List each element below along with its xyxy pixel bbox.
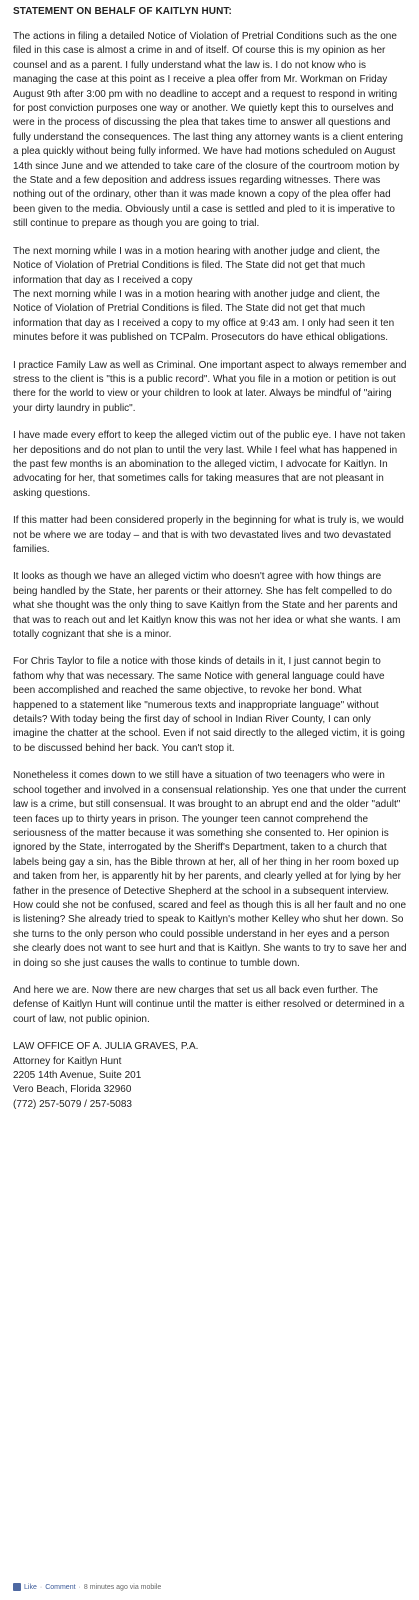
comment-link[interactable]: Comment	[45, 1583, 76, 1591]
paragraph-consensual-relationship: Nonetheless it comes down to we still have a situation of two teenagers who were in school together and involved in a consensual relationship. Yes one that under the current law is a crime, but still consensual. It was brought to an abrupt end and the older "adult" teen faces up to thirty years in prison. The younger teen cannot comprehend the seriousness of the matter because it was something she consented to. Her opinion is ignored by the State, interrogated by the Sheriff's Department, taken to a church that labels being gay a sin, has the Bible thrown at her, all of her thing in her room boxed up and taken from her, is apparently hit by her parents, and clearly yelled at for lying by her father in the presence of Detective Shepherd at the school in a subsequent interview. How could she not be confused, scared and feel as though this is all her fault and no one is listening? She already tried to speak to Kaitlyn's mother Kelley who shut her down. So she turns to the only person who could possible understand in her eyes and a person she clearly does not want to see hurt and that is Kaitlyn. She wants to try to save her and in doing so she just causes the walls to continue to tumble down.	[13, 770, 407, 969]
paragraph-notice-filed: The next morning while I was in a motion hearing with another judge and client, the Notice of Violation of Pretrial Conditions is filed. The State did not get that much information that day as I received a copy The next morning while I was in a motion hearing with another judge and client, the Notice of Violation of Pretrial Conditions is filed. The State did not get that much information that day as I received a copy to my office at 9:43 am. I only had seen it ten minutes before it was published on TCPalm. Prosecutors do have ethical obligations.	[13, 245, 395, 344]
signature-block	[13, 1040, 408, 1112]
separator: ·	[78, 1583, 81, 1591]
paragraph-victim-privacy: I have made every effort to keep the alleged victim out of the public eye. I have not taken her depositions and do not plan to until the very last. While I feel what has happened in the past few months is an abomination to the alleged victim, I advocate for Kaitlyn. In advocating for her, that sometimes calls for taking measures that are not pleasant in asking questions.	[13, 430, 406, 499]
separator: ·	[39, 1583, 43, 1591]
paragraph-plea-offer: The actions in filing a detailed Notice of Violation of Pretrial Conditions such as the one filed in this case is almost a crime in and of itself. Of course this is my opinion as her counsel and as a parent. I fully understand what the law is. I do not know who is managing the case at this point as I receive a plea offer from Mr. Workman on Friday August 9th after 3:00 pm with no deadline to accept and a request to respond in writing for post conviction purposes one way or another. We quietly kept this to ourselves and were in the process of discussing the plea that takes time to answer all questions and fully understand the consequences. The last thing any attorney wants is a client entering a plea quickly without being fully informed. We have had motions scheduled on August 14th since June and we attended to take care of the closure of the courtroom motion by the State and a few deposition and address issues regarding witnesses. There was nothing out of the ordinary, other than it was made known a copy of the plea offer had been given to the media. Obviously until a case is settled and pled to it is imperative to still continue to prepare as though you are going to trial.	[13, 31, 404, 230]
signature-phone: (772) 257-5079 / 257-5083	[13, 1098, 132, 1110]
paragraph-public-record: I practice Family Law as well as Criminal. One important aspect to always remember and stress to the client is "this is a public record". What you file in a motion or petition is out there for the world to view or your children to look at later. Always be mindful of "airing your dirty laundry in public".	[13, 359, 407, 414]
signature-city: Vero Beach, Florida 32960	[13, 1084, 132, 1096]
statement-title: STATEMENT ON BEHALF OF KAITLYN HUNT:	[13, 6, 232, 17]
post-timestamp: 8 minutes ago via mobile	[83, 1583, 162, 1591]
paragraph-chris-taylor: For Chris Taylor to file a notice with those kinds of details in it, I just cannot begin to fathom why that was necessary. The same Notice with general language could have been accomplished and reached the same objective, to revoke her bond. What happened to a statement like "numerous texts and inappropriate language" without details? With today being the first day of school in Indian River County, I can only imagine the chatter at the school. Even if not said directly to the alleged victim, it is going to be discussed behind her back. You can't stop it.	[13, 656, 405, 754]
signature-role: Attorney for Kaitlyn Hunt	[13, 1055, 122, 1067]
post-actions-bar	[13, 1583, 161, 1591]
paragraph-devastated-families: If this matter had been considered properly in the beginning for what is truly is, we would not be where we are today – and that is with two devastated lives and two devastated families.	[13, 515, 404, 555]
signature-firm: LAW OFFICE OF A. JULIA GRAVES, P.A.	[13, 1041, 199, 1053]
paragraph-new-charges: And here we are. Now there are new charges that set us all back even further. The defense of Kaitlyn Hunt will continue until the matter is either resolved or determined in a court of law, not public opinion.	[13, 984, 405, 1025]
paragraph-alleged-victim: It looks as though we have an alleged victim who doesn't agree with how things are being handled by the State, her parents or their attorney. She has felt compelled to do what she thought was the only thing to save Kaitlyn from the State and her parents and that was to reach out and let Kaitlyn know this was not her idea or what she wants. I am totally cognizant that she is a minor.	[13, 571, 401, 641]
like-link[interactable]: Like	[24, 1583, 37, 1591]
thumbs-up-icon	[13, 1583, 21, 1591]
signature-street: 2205 14th Avenue, Suite 201	[13, 1070, 142, 1081]
